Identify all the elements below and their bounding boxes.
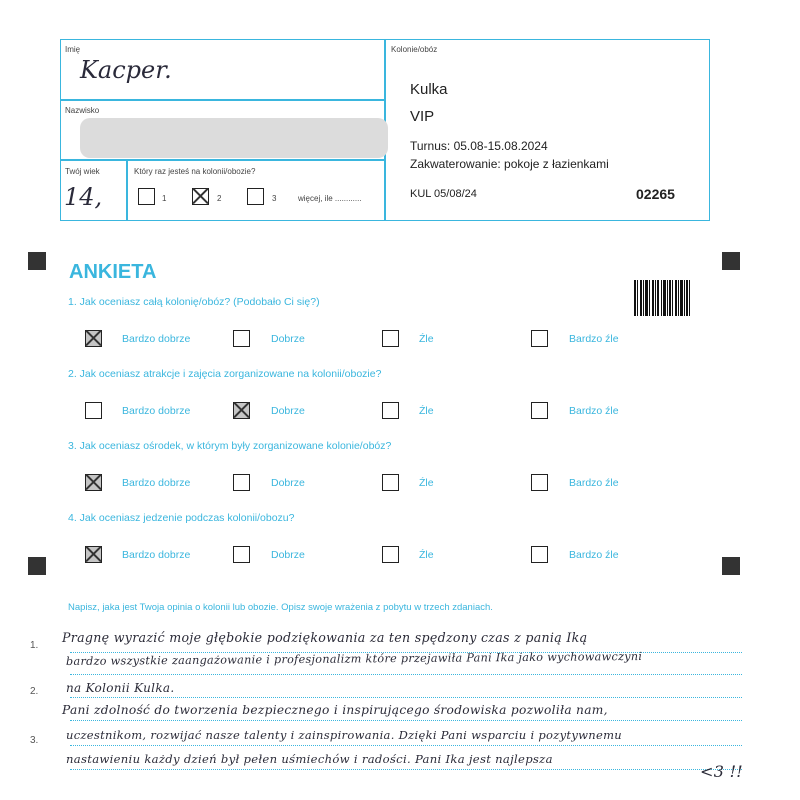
answer-option-label: Bardzo dobrze [122, 477, 191, 489]
camp-type: VIP [410, 108, 435, 125]
answer-checkbox[interactable] [85, 474, 102, 491]
handwritten-line-3: na Kolonii Kulka. [66, 681, 175, 695]
answer-option-label: Dobrze [271, 333, 305, 345]
answer-option-label: Bardzo źle [569, 405, 619, 417]
answer-option-label: Bardzo dobrze [122, 549, 191, 561]
handwritten-signoff: <3 !! [700, 762, 744, 781]
corner-marker-top-left [28, 252, 46, 270]
answer-option-label: Bardzo dobrze [122, 405, 191, 417]
answer-option-label: Źle [419, 333, 434, 345]
handwritten-line-6: nastawieniu każdy dzień był pełen uśmiechów i radości. Pani Ika jest najlepsza [66, 752, 553, 766]
answer-option-label: Bardzo dobrze [122, 333, 191, 345]
age-value: 14, [64, 183, 103, 211]
handwritten-line-5: uczestnikom, rozwijać nasze talenty i zainspirowania. Dzięki Pani wsparciu i pozytywnemu [66, 728, 622, 742]
writing-line [70, 674, 742, 675]
surname-redaction [80, 118, 388, 158]
answer-option-label: Dobrze [271, 405, 305, 417]
barcode [634, 280, 690, 316]
line-number-1: 1. [30, 640, 39, 651]
corner-marker-bottom-right [722, 557, 740, 575]
line-number-2: 2. [30, 686, 39, 697]
answer-option-label: Źle [419, 405, 434, 417]
answer-checkbox[interactable] [382, 474, 399, 491]
writing-line [70, 769, 742, 770]
answer-checkbox[interactable] [233, 546, 250, 563]
answer-option-label: Dobrze [271, 549, 305, 561]
times-option-1: 1 [162, 194, 167, 203]
answer-checkbox[interactable] [382, 546, 399, 563]
answer-checkbox[interactable] [382, 330, 399, 347]
camp-label: Kolonie/obóz [391, 45, 438, 54]
answer-checkbox[interactable] [233, 330, 250, 347]
name-row-divider [60, 99, 385, 101]
times-more: więcej, ile ............ [298, 194, 362, 203]
surname-label: Nazwisko [65, 106, 100, 115]
opinion-prompt: Napisz, jaka jest Twoja opinia o kolonii lub obozie. Opisz swoje wrażenia z pobytu w trzech zdaniach. [68, 602, 493, 613]
surname-row-divider [60, 159, 385, 161]
writing-line [70, 697, 742, 698]
answer-checkbox[interactable] [233, 474, 250, 491]
answer-checkbox[interactable] [531, 474, 548, 491]
corner-marker-bottom-left [28, 557, 46, 575]
answer-checkbox[interactable] [531, 546, 548, 563]
times-checkbox-1[interactable] [138, 188, 155, 205]
accommodation: Zakwaterowanie: pokoje z łazienkami [410, 157, 609, 171]
handwritten-line-4: Pani zdolność do tworzenia bezpiecznego i inspirującego środowiska pozwoliła nam, [62, 703, 608, 717]
name-label: Imię [65, 45, 81, 54]
answer-option-label: Bardzo źle [569, 549, 619, 561]
answer-option-label: Dobrze [271, 477, 305, 489]
name-value: Kacper. [80, 56, 172, 84]
question-text: 4. Jak oceniasz jedzenie podczas kolonii/obozu? [68, 512, 295, 524]
question-text: 3. Jak oceniasz ośrodek, w którym były zorganizowane kolonie/obóz? [68, 440, 392, 452]
answer-option-label: Źle [419, 549, 434, 561]
question-text: 2. Jak oceniasz atrakcje i zajęcia zorganizowane na kolonii/obozie? [68, 368, 382, 380]
answer-checkbox[interactable] [531, 402, 548, 419]
times-checkbox-3[interactable] [247, 188, 264, 205]
times-checkbox-2[interactable] [192, 188, 209, 205]
answer-option-label: Źle [419, 477, 434, 489]
camp-name: Kulka [410, 81, 448, 98]
answer-checkbox[interactable] [85, 330, 102, 347]
question-text: 1. Jak oceniasz całą kolonię/obóz? (Podobało Ci się?) [68, 296, 320, 308]
answer-option-label: Bardzo źle [569, 477, 619, 489]
times-label: Który raz jesteś na kolonii/obozie? [134, 167, 256, 176]
handwritten-line-1: Pragnę wyrazić moje głębokie podziękowania za ten spędzony czas z panią Iką [62, 630, 588, 645]
age-label: Twój wiek [65, 167, 100, 176]
corner-marker-top-right [722, 252, 740, 270]
answer-checkbox[interactable] [233, 402, 250, 419]
answer-checkbox[interactable] [85, 546, 102, 563]
line-number-3: 3. [30, 735, 39, 746]
camp-code: KUL 05/08/24 [410, 188, 477, 200]
times-option-3: 3 [272, 194, 277, 203]
turnus: Turnus: 05.08-15.08.2024 [410, 139, 548, 153]
answer-option-label: Bardzo źle [569, 333, 619, 345]
survey-title: ANKIETA [69, 261, 157, 283]
handwritten-line-2: bardzo wszystkie zaangażowanie i profesjonalizm które przejawiła Pani Ika jako wychowawczyni [65, 649, 643, 668]
answer-checkbox[interactable] [531, 330, 548, 347]
times-option-2: 2 [217, 194, 222, 203]
writing-line [70, 720, 742, 721]
writing-line [70, 745, 742, 746]
answer-checkbox[interactable] [85, 402, 102, 419]
answer-checkbox[interactable] [382, 402, 399, 419]
age-divider [126, 160, 128, 220]
form-number: 02265 [636, 186, 675, 202]
